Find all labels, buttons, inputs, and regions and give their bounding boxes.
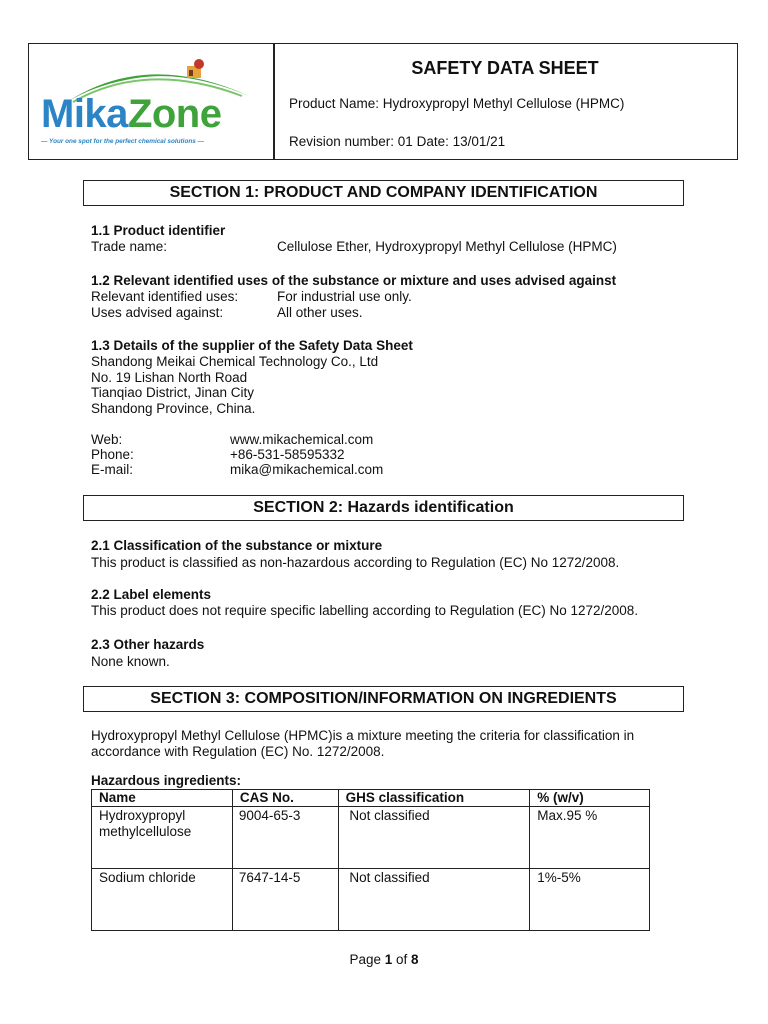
- email-value[interactable]: mika@mikachemical.com: [230, 462, 384, 477]
- s22-text: This product does not require specific labelling according to Regulation (EC) No 1272/2008.: [91, 603, 639, 618]
- phone-label: Phone:: [91, 447, 134, 462]
- s23-text: None known.: [91, 654, 170, 669]
- s21-text: This product is classified as non-hazardous according to Regulation (EC) No 1272/2008.: [91, 555, 620, 570]
- web-label: Web:: [91, 432, 123, 447]
- hazardous-ingredients-title: Hazardous ingredients:: [91, 773, 242, 788]
- ingredient-name: Sodium chloride: [92, 869, 233, 931]
- section-1-heading: SECTION 1: PRODUCT AND COMPANY IDENTIFICATION: [83, 180, 684, 206]
- column-header-cas: CAS No.: [232, 790, 338, 807]
- column-header-name: Name: [92, 790, 233, 807]
- s3-intro-line-1: Hydroxypropyl Methyl Cellulose (HPMC)is a mixture meeting the criteria for classification in: [91, 728, 635, 743]
- email-label: E-mail:: [91, 462, 134, 477]
- revision-info: Revision number: 01 Date: 13/01/21: [289, 134, 506, 149]
- s22-title: 2.2 Label elements: [91, 587, 212, 602]
- logo-wordmark: MikaZone: [41, 92, 222, 136]
- address-line: No. 19 Lishan North Road: [91, 370, 248, 385]
- table-row: [92, 807, 650, 869]
- ghs-classification: Not classified: [338, 869, 530, 931]
- s11-title: 1.1 Product identifier: [91, 223, 226, 238]
- s23-title: 2.3 Other hazards: [91, 637, 205, 652]
- section-2-heading: SECTION 2: Hazards identification: [83, 495, 684, 521]
- logo-tagline: — Your one spot for the perfect chemical solutions —: [41, 138, 204, 145]
- address-line: Tianqiao District, Jinan City: [91, 385, 255, 400]
- table-row: [92, 869, 650, 931]
- phone-value: +86-531-58595332: [230, 447, 345, 462]
- table-header-row: [92, 790, 650, 807]
- mikazone-logo: [37, 56, 265, 148]
- address-line: Shandong Meikai Chemical Technology Co., Ltd: [91, 354, 379, 369]
- product-name: Product Name: Hydroxypropyl Methyl Cellulose (HPMC): [289, 96, 625, 111]
- column-header-percent: % (w/v): [530, 790, 650, 807]
- column-header-ghs: GHS classification: [338, 790, 530, 807]
- s3-intro-line-2: accordance with Regulation (EC) No. 1272/2008.: [91, 744, 385, 759]
- header-box: [28, 43, 738, 160]
- percent-value: 1%-5%: [530, 869, 650, 931]
- page-indicator: Page 1 of 8: [349, 952, 419, 967]
- uses-value: For industrial use only.: [277, 289, 412, 304]
- uses-against-label: Uses advised against:: [91, 305, 224, 320]
- s13-title: 1.3 Details of the supplier of the Safety Data Sheet: [91, 338, 413, 353]
- ingredients-table: [91, 789, 650, 931]
- trade-name-label: Trade name:: [91, 239, 168, 254]
- web-value[interactable]: www.mikachemical.com: [230, 432, 374, 447]
- document-title: SAFETY DATA SHEET: [411, 58, 599, 78]
- percent-value: Max.95 %: [530, 807, 650, 869]
- trade-name-value: Cellulose Ether, Hydroxypropyl Methyl Cellulose (HPMC): [277, 239, 617, 254]
- address-line: Shandong Province, China.: [91, 401, 256, 416]
- ghs-classification: Not classified: [338, 807, 530, 869]
- cas-number: 9004-65-3: [232, 807, 338, 869]
- s12-title: 1.2 Relevant identified uses of the substance or mixture and uses advised against: [91, 273, 617, 288]
- cas-number: 7647-14-5: [232, 869, 338, 931]
- uses-against-value: All other uses.: [277, 305, 363, 320]
- section-3-heading: SECTION 3: COMPOSITION/INFORMATION ON INGREDIENTS: [83, 686, 684, 712]
- ingredient-name: Hydroxypropyl methylcellulose: [92, 807, 233, 869]
- uses-label: Relevant identified uses:: [91, 289, 239, 304]
- s21-title: 2.1 Classification of the substance or mixture: [91, 538, 383, 553]
